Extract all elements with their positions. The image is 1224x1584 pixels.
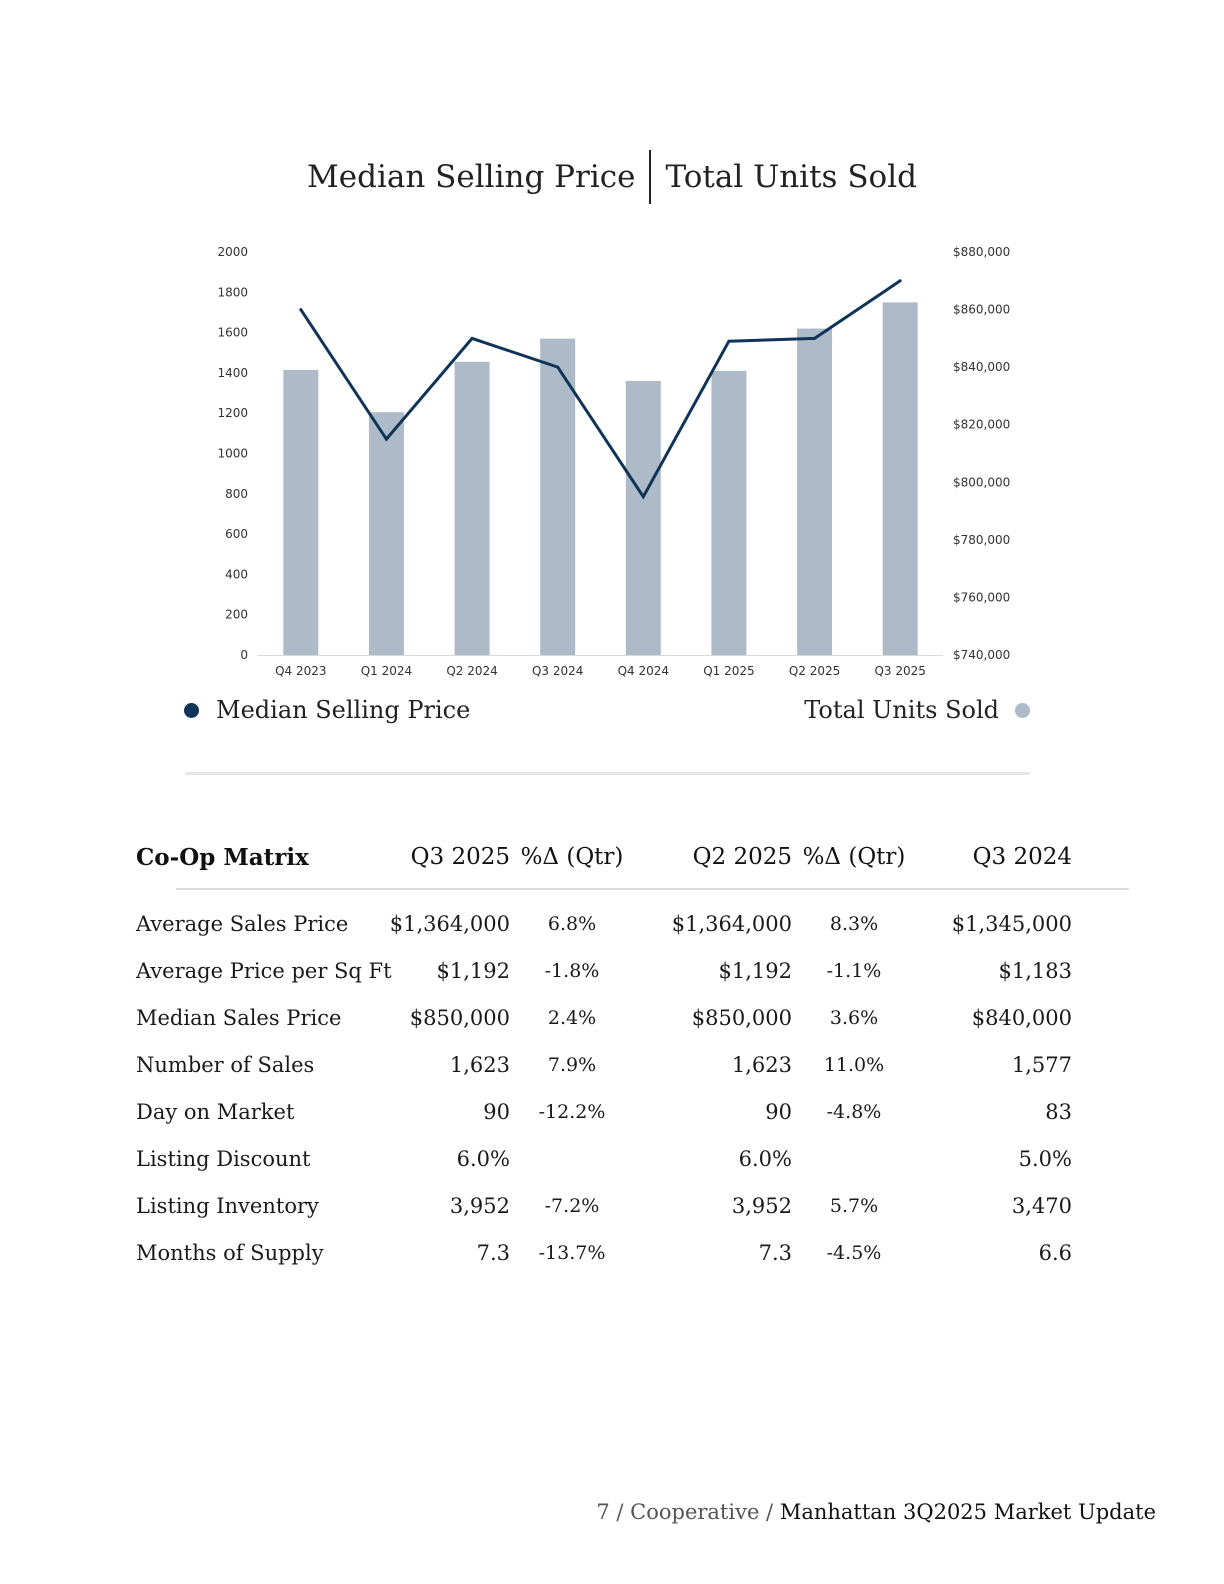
bar-units-sold — [455, 362, 490, 655]
legend-bar — [804, 696, 1030, 724]
legend-line — [184, 696, 470, 724]
table-cell: 5.0% — [1018, 1146, 1072, 1171]
x-tick-label: Q4 2024 — [617, 664, 670, 678]
coop-matrix-table — [136, 838, 1136, 1276]
bar-units-sold — [369, 412, 404, 655]
x-tick-label: Q4 2023 — [275, 664, 327, 678]
table-row — [136, 1182, 1136, 1229]
table-cell: 7.9% — [547, 1053, 597, 1076]
point-median-price — [642, 495, 645, 498]
y-tick-left: 1200 — [217, 406, 248, 421]
table-cell: 1,623 — [731, 1052, 792, 1077]
legend-bar-label: Total Units Sold — [804, 696, 999, 724]
x-tick-label: Q2 2025 — [788, 664, 841, 678]
table-cell: 6.8% — [547, 912, 597, 935]
table-cell: $840,000 — [971, 1005, 1072, 1030]
table-cell: 83 — [1045, 1099, 1072, 1124]
point-median-price — [899, 279, 902, 282]
table-cell: $1,192 — [718, 958, 792, 983]
y-tick-right: $880,000 — [953, 245, 1011, 259]
table-cell: 5.7% — [829, 1194, 879, 1217]
table-cell: 6.0% — [456, 1146, 510, 1171]
table-cell: 2.4% — [547, 1006, 597, 1029]
row-label: Average Sales Price — [136, 911, 349, 936]
table-cell: 7.3 — [758, 1240, 792, 1265]
row-label: Listing Discount — [136, 1146, 311, 1171]
row-label: Listing Inventory — [136, 1193, 319, 1218]
y-tick-left: 0 — [240, 648, 248, 662]
header-cell: Co-Op Matrix — [136, 843, 309, 871]
table-cell: 3,952 — [731, 1193, 792, 1218]
header-cell: Q3 2025 — [410, 844, 510, 870]
x-tick-label: Q3 2024 — [531, 664, 584, 678]
y-tick-right: $800,000 — [953, 475, 1011, 490]
bar-units-sold — [283, 370, 318, 655]
table-cell: -4.5% — [826, 1241, 882, 1264]
combo-chart — [0, 0, 1224, 700]
table-row — [136, 947, 1136, 994]
table-cell: 8.3% — [829, 912, 879, 935]
y-tick-right: $740,000 — [953, 648, 1011, 662]
table-cell: $1,364,000 — [671, 911, 792, 936]
table-cell: $1,183 — [998, 958, 1072, 983]
bar-units-sold — [711, 371, 746, 655]
header-cell: %Δ (Qtr) — [520, 844, 624, 870]
row-label: Number of Sales — [136, 1052, 315, 1077]
page-footer — [596, 1500, 1156, 1524]
x-tick-label: Q1 2024 — [360, 664, 413, 678]
bar-units-sold — [883, 302, 918, 655]
legend-bar-marker — [1015, 703, 1030, 718]
table-header — [136, 838, 1136, 876]
header-cell: Q3 2024 — [972, 844, 1072, 870]
table-body — [136, 900, 1136, 1276]
table-cell: 3,470 — [1011, 1193, 1072, 1218]
point-median-price — [471, 337, 474, 340]
y-tick-left: 2000 — [217, 245, 248, 259]
header-cell: %Δ (Qtr) — [802, 844, 906, 870]
x-tick-label: Q2 2024 — [446, 664, 498, 678]
table-cell: -4.8% — [826, 1100, 882, 1123]
chart-title-right: Total Units Sold — [665, 159, 917, 195]
y-tick-left: 1800 — [217, 285, 248, 300]
bar-units-sold — [797, 329, 832, 655]
legend-line-marker — [184, 703, 199, 718]
table-cell: -13.7% — [538, 1241, 606, 1264]
table-row — [136, 1135, 1136, 1182]
table-row — [136, 1229, 1136, 1276]
table-row — [136, 900, 1136, 947]
y-tick-left: 200 — [225, 607, 248, 622]
y-tick-right: $840,000 — [953, 360, 1011, 375]
table-cell: -12.2% — [538, 1100, 606, 1123]
section-divider — [185, 772, 1030, 775]
bar-units-sold — [626, 381, 661, 655]
legend-line-label: Median Selling Price — [216, 696, 471, 724]
y-tick-right: $820,000 — [953, 417, 1011, 432]
table-cell: 90 — [483, 1099, 510, 1124]
table-cell: 90 — [765, 1099, 792, 1124]
point-median-price — [385, 438, 388, 441]
table-cell: 3,952 — [449, 1193, 510, 1218]
chart-title-left: Median Selling Price — [307, 159, 636, 195]
table-cell: $1,345,000 — [951, 911, 1072, 936]
table-row — [136, 1041, 1136, 1088]
row-label: Average Price per Sq Ft — [136, 958, 392, 983]
table-row — [136, 1088, 1136, 1135]
footer-title: Manhattan 3Q2025 Market Update — [779, 1500, 1156, 1524]
table-cell: $850,000 — [691, 1005, 792, 1030]
y-tick-left: 1400 — [217, 365, 248, 380]
table-cell: 6.0% — [738, 1146, 792, 1171]
y-tick-left: 400 — [225, 567, 248, 582]
table-cell: $1,192 — [436, 958, 510, 983]
point-median-price — [556, 366, 559, 369]
table-row — [136, 994, 1136, 1041]
y-tick-right: $860,000 — [953, 302, 1011, 317]
y-tick-left: 800 — [225, 486, 248, 501]
footer-page-label: 7 / Cooperative / — [596, 1500, 780, 1524]
x-tick-label: Q1 2025 — [703, 664, 755, 678]
table-cell: -1.8% — [544, 959, 600, 982]
y-tick-left: 600 — [225, 527, 248, 542]
row-label: Months of Supply — [136, 1240, 324, 1265]
y-tick-left: 1000 — [217, 446, 248, 461]
y-tick-right: $760,000 — [953, 590, 1011, 605]
y-tick-left: 1600 — [217, 325, 248, 340]
table-cell: -7.2% — [544, 1194, 600, 1217]
row-label: Day on Market — [136, 1099, 295, 1124]
point-median-price — [727, 340, 730, 343]
table-cell: $1,364,000 — [389, 911, 510, 936]
table-cell: 1,577 — [1011, 1052, 1072, 1077]
table-cell: $850,000 — [409, 1005, 510, 1030]
table-cell: 11.0% — [823, 1053, 885, 1076]
table-cell: 7.3 — [476, 1240, 510, 1265]
x-tick-label: Q3 2025 — [874, 664, 926, 678]
header-cell: Q2 2025 — [692, 844, 792, 870]
header-rule — [176, 888, 1129, 890]
point-median-price — [299, 308, 302, 311]
table-cell: 1,623 — [449, 1052, 510, 1077]
point-median-price — [813, 337, 816, 340]
table-cell: 3.6% — [829, 1006, 879, 1029]
row-label: Median Sales Price — [136, 1005, 342, 1030]
table-cell: -1.1% — [826, 959, 882, 982]
table-cell: 6.6 — [1038, 1240, 1072, 1265]
y-tick-right: $780,000 — [953, 532, 1011, 547]
